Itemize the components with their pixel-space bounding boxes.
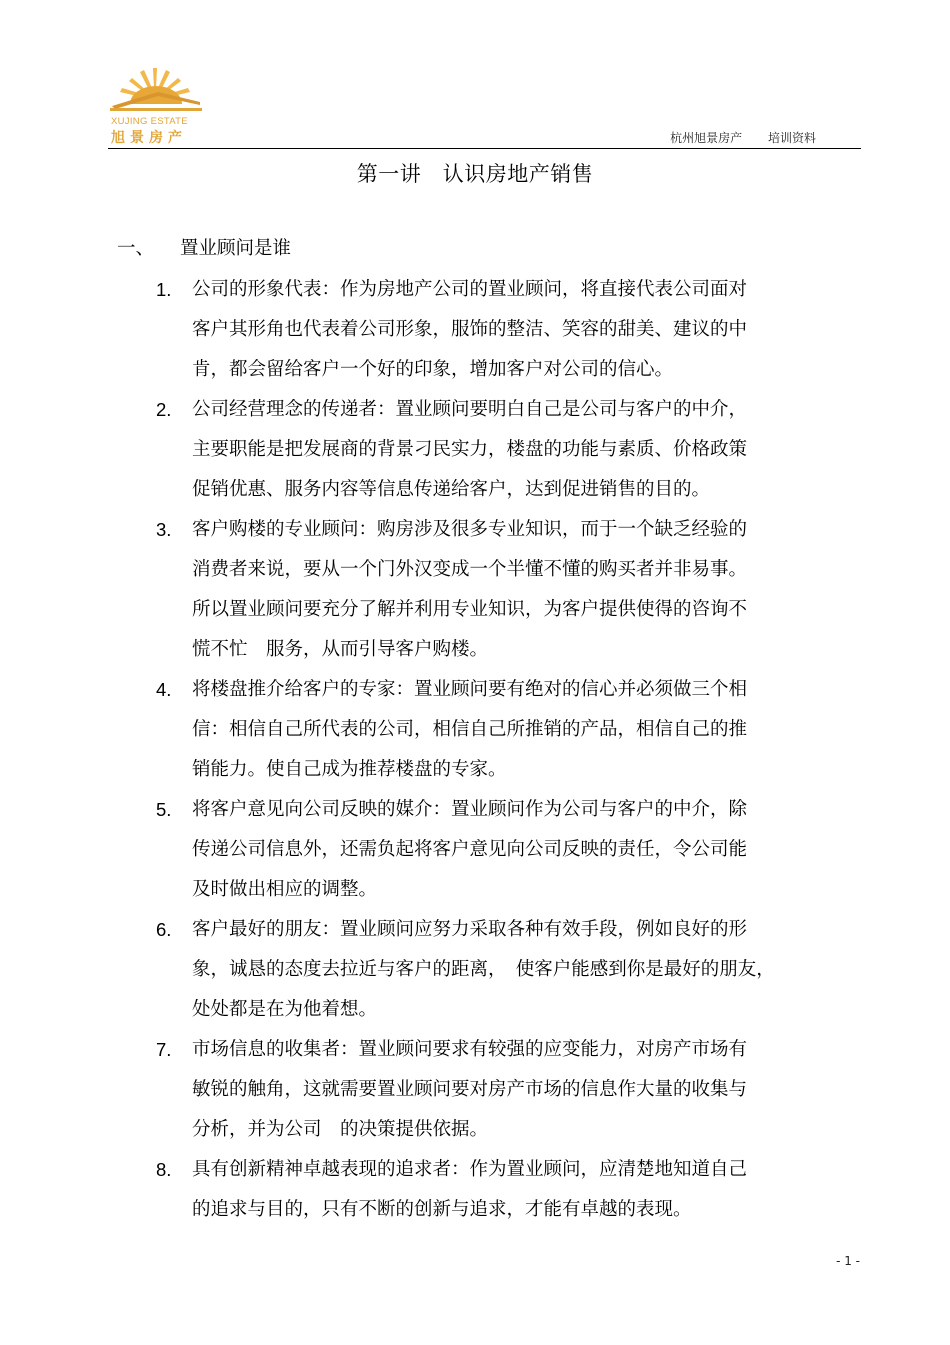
list-item-number: 2.: [156, 399, 172, 420]
header-doc-type: 培训资料: [767, 131, 816, 145]
list-item: [156, 670, 836, 790]
list-item: [156, 910, 836, 1030]
list-item-line: 将楼盘推介给客户的专家：置业顾问要有绝对的信心并必须做三个相: [192, 679, 748, 700]
list-item-line: 信：相信自己所代表的公司，相信自己所推销的产品，相信自己的推: [192, 719, 748, 740]
company-logo: [108, 64, 204, 146]
header-company: 杭州旭景房产: [670, 131, 743, 145]
section-number: 一、: [117, 238, 155, 259]
list-item-line: 销能力。使自己成为推荐楼盘的专家。: [192, 759, 507, 780]
list-item-line: 分析，并为公司 的决策提供依据。: [192, 1119, 489, 1140]
list-item-line: 象，诚恳的态度去拉近与客户的距离， 使客户能感到你是最好的朋友，: [192, 959, 775, 980]
list-item-line: 的追求与目的，只有不断的创新与追求，才能有卓越的表现。: [192, 1199, 692, 1220]
logo-english-text: XUJING ESTATE: [111, 116, 188, 127]
list-item-line: 肯，都会留给客户一个好的印象，增加客户对公司的信心。: [192, 359, 674, 380]
list-item-line: 促销优惠、服务内容等信息传递给客户，达到促进销售的目的。: [192, 479, 711, 500]
list-item-line: 消费者来说，要从一个门外汉变成一个半懂不懂的购买者并非易事。: [192, 559, 748, 580]
list-item-number: 1.: [156, 279, 172, 300]
list-item-line: 传递公司信息外，还需负起将客户意见向公司反映的责任，令公司能: [192, 839, 748, 860]
list-item: [156, 1030, 836, 1150]
list-item: [156, 390, 836, 510]
sunrise-house-icon: [108, 64, 204, 116]
section-title: 置业顾问是谁: [180, 238, 292, 259]
section-heading: [117, 234, 291, 260]
list-item: [156, 270, 836, 390]
list-item-line: 公司的形象代表：作为房地产公司的置业顾问，将直接代表公司面对: [192, 279, 748, 300]
list-item: [156, 790, 836, 910]
list-item-number: 8.: [156, 1159, 172, 1180]
list-item-line: 客户最好的朋友：置业顾问应努力采取各种有效手段，例如良好的形: [192, 919, 748, 940]
page-number: - 1 -: [836, 1254, 860, 1268]
list-item-line: 客户其形角也代表着公司形象，服饰的整洁、笑容的甜美、建议的中: [192, 319, 748, 340]
list-item-line: 客户购楼的专业顾问：购房涉及很多专业知识，而于一个缺乏经验的: [192, 519, 748, 540]
list-item-number: 4.: [156, 679, 172, 700]
list-item-line: 所以置业顾问要充分了解并利用专业知识，为客户提供使得的咨询不: [192, 599, 748, 620]
list-item-number: 7.: [156, 1039, 172, 1060]
list-item-line: 及时做出相应的调整。: [192, 879, 378, 900]
list-item-number: 6.: [156, 919, 172, 940]
list-item-line: 敏锐的触角，这就需要置业顾问要对房产市场的信息作大量的收集与: [192, 1079, 748, 1100]
list-item-line: 主要职能是把发展商的背景刁民实力，楼盘的功能与素质、价格政策: [192, 439, 748, 460]
page-title: 第一讲 认识房地产销售: [356, 162, 594, 186]
list-item-line: 处处都是在为他着想。: [192, 999, 378, 1020]
list-item-number: 5.: [156, 799, 172, 820]
list-item-line: 将客户意见向公司反映的媒介：置业顾问作为公司与客户的中介，除: [192, 799, 748, 820]
list-item: [156, 510, 836, 670]
list-item-number: 3.: [156, 519, 172, 540]
logo-chinese-text: 旭景房产: [111, 130, 187, 146]
list-item-line: 具有创新精神卓越表现的追求者：作为置业顾问，应清楚地知道自己: [192, 1159, 748, 1180]
header-divider: [108, 148, 861, 149]
list-item-line: 市场信息的收集者：置业顾问要求有较强的应变能力，对房产市场有: [192, 1039, 748, 1060]
list-item-line: 慌不忙 服务，从而引导客户购楼。: [192, 639, 489, 660]
header-meta: [670, 129, 816, 146]
list-item-line: 公司经营理念的传递者：置业顾问要明白自己是公司与客户的中介，: [192, 399, 748, 420]
list-item: [156, 1150, 836, 1230]
numbered-list: [156, 270, 836, 1230]
